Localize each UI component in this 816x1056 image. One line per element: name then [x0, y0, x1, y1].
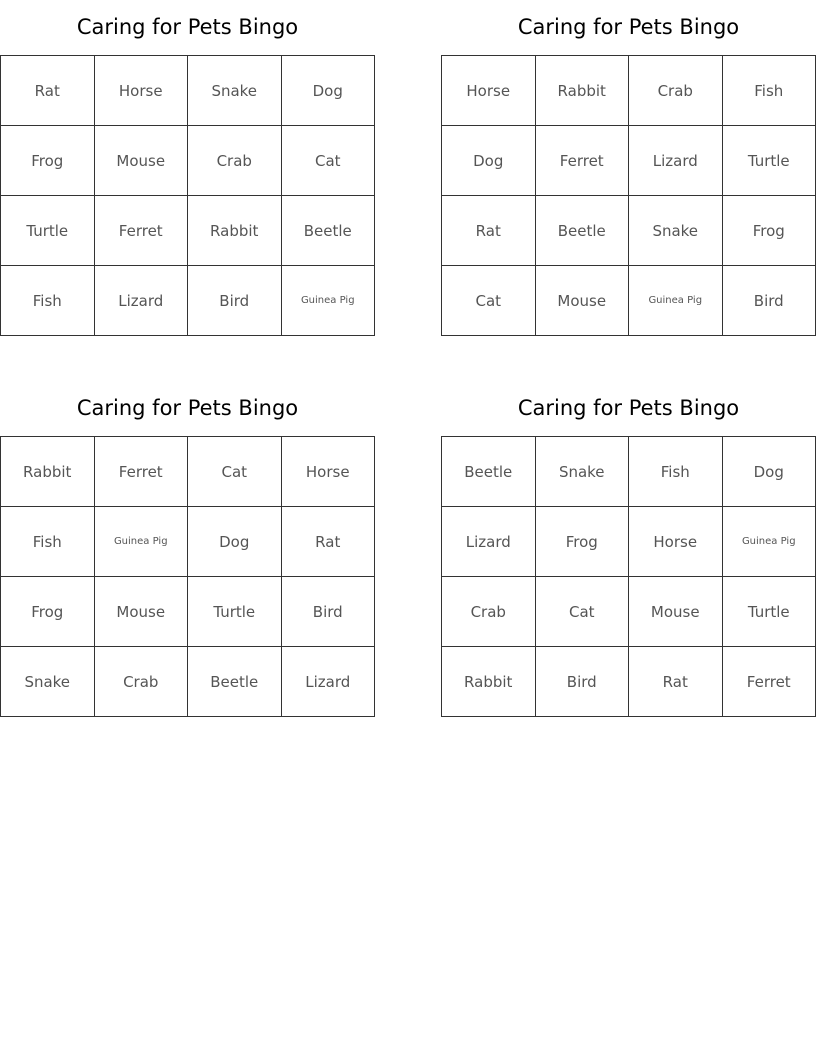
bingo-cell: Turtle	[723, 577, 816, 647]
bingo-cell: Snake	[536, 437, 630, 507]
bingo-cell: Snake	[629, 196, 723, 266]
bingo-cell: Rat	[282, 507, 376, 577]
bingo-cell: Cat	[188, 437, 282, 507]
bingo-cell: Lizard	[442, 507, 536, 577]
bingo-cell: Guinea Pig	[723, 507, 816, 577]
bingo-cell: Crab	[442, 577, 536, 647]
bingo-cell: Fish	[723, 56, 816, 126]
bingo-cell: Fish	[1, 507, 95, 577]
bingo-cell: Lizard	[629, 126, 723, 196]
bingo-cell: Dog	[723, 437, 816, 507]
card-title: Caring for Pets Bingo	[76, 15, 299, 39]
bingo-cell: Crab	[188, 126, 282, 196]
bingo-cell: Rabbit	[1, 437, 95, 507]
card-title: Caring for Pets Bingo	[76, 396, 299, 420]
bingo-cell: Bird	[188, 266, 282, 336]
bingo-cell: Mouse	[536, 266, 630, 336]
bingo-cell: Guinea Pig	[629, 266, 723, 336]
bingo-cell: Guinea Pig	[282, 266, 376, 336]
bingo-grid	[441, 436, 816, 717]
bingo-cell: Turtle	[1, 196, 95, 266]
bingo-cell: Horse	[95, 56, 189, 126]
bingo-cell: Beetle	[442, 437, 536, 507]
bingo-cell: Cat	[442, 266, 536, 336]
bingo-cell: Beetle	[282, 196, 376, 266]
bingo-cell: Rat	[1, 56, 95, 126]
bingo-cell: Fish	[629, 437, 723, 507]
bingo-cell: Bird	[282, 577, 376, 647]
bingo-card-4	[441, 381, 816, 717]
bingo-cell: Crab	[95, 647, 189, 717]
bingo-cell: Bird	[723, 266, 816, 336]
bingo-cell: Cat	[282, 126, 376, 196]
bingo-cell: Cat	[536, 577, 630, 647]
bingo-cell: Rabbit	[442, 647, 536, 717]
bingo-cell: Frog	[723, 196, 816, 266]
bingo-cell: Ferret	[95, 437, 189, 507]
bingo-cell: Dog	[282, 56, 376, 126]
bingo-cell: Fish	[1, 266, 95, 336]
bingo-cell: Beetle	[536, 196, 630, 266]
bingo-cell: Dog	[442, 126, 536, 196]
bingo-cell: Rat	[442, 196, 536, 266]
bingo-cell: Ferret	[536, 126, 630, 196]
bingo-cell: Ferret	[95, 196, 189, 266]
bingo-cell: Horse	[282, 437, 376, 507]
bingo-cell: Horse	[629, 507, 723, 577]
bingo-cell: Dog	[188, 507, 282, 577]
bingo-cell: Rat	[629, 647, 723, 717]
bingo-cell: Rabbit	[188, 196, 282, 266]
bingo-grid	[441, 55, 816, 336]
bingo-cell: Frog	[1, 577, 95, 647]
bingo-cell: Mouse	[95, 126, 189, 196]
bingo-card-2	[441, 0, 816, 336]
bingo-cell: Guinea Pig	[95, 507, 189, 577]
bingo-cell: Crab	[629, 56, 723, 126]
bingo-cell: Mouse	[95, 577, 189, 647]
card-title: Caring for Pets Bingo	[517, 15, 740, 39]
bingo-cell: Bird	[536, 647, 630, 717]
bingo-cell: Snake	[1, 647, 95, 717]
bingo-cell: Frog	[536, 507, 630, 577]
bingo-cell: Lizard	[282, 647, 376, 717]
bingo-cell: Lizard	[95, 266, 189, 336]
bingo-cell: Beetle	[188, 647, 282, 717]
bingo-grid	[0, 436, 375, 717]
bingo-cell: Mouse	[629, 577, 723, 647]
bingo-cell: Ferret	[723, 647, 816, 717]
bingo-cell: Turtle	[723, 126, 816, 196]
bingo-grid	[0, 55, 375, 336]
bingo-cell: Frog	[1, 126, 95, 196]
bingo-cell: Snake	[188, 56, 282, 126]
bingo-cell: Horse	[442, 56, 536, 126]
bingo-cell: Rabbit	[536, 56, 630, 126]
bingo-card-1	[0, 0, 375, 336]
card-title: Caring for Pets Bingo	[517, 396, 740, 420]
bingo-card-3	[0, 381, 375, 717]
bingo-cell: Turtle	[188, 577, 282, 647]
